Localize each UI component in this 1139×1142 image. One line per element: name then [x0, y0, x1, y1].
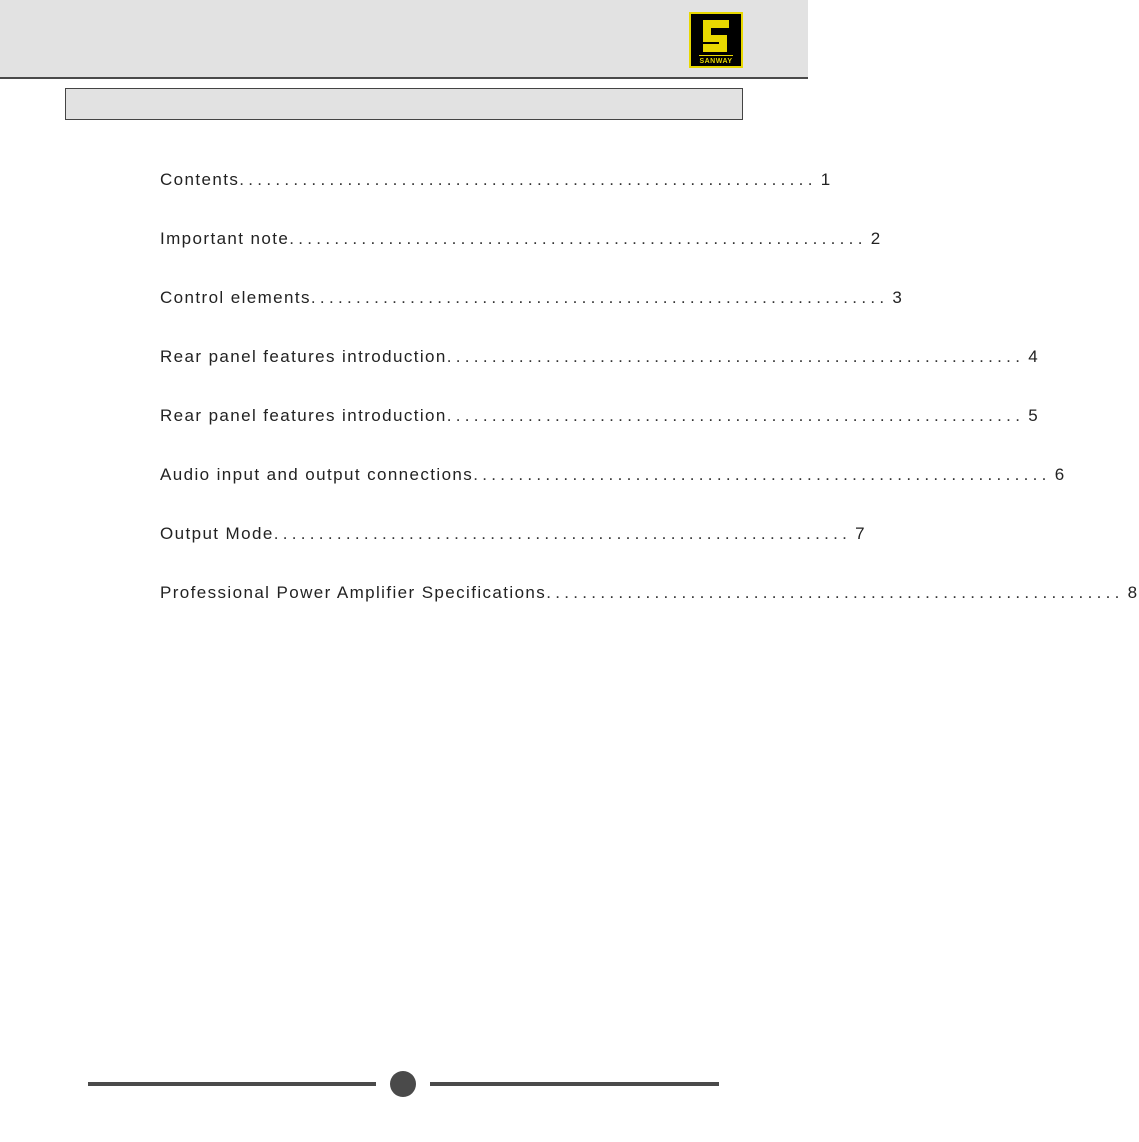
- footer-rule-right: [430, 1082, 719, 1086]
- header-band: [0, 0, 808, 79]
- toc-entry-title: Rear panel features introduction: [160, 347, 447, 366]
- toc-dot-leader: ................................................................: [239, 170, 817, 189]
- toc-entry-rear-panel-1[interactable]: [160, 347, 1040, 375]
- toc-entry-contents[interactable]: [160, 170, 832, 198]
- toc-entry-important-note[interactable]: [160, 229, 882, 257]
- toc-entry-title: Contents: [160, 170, 240, 189]
- title-box: [65, 88, 743, 120]
- toc-dot-leader: ................................................................: [446, 347, 1025, 366]
- toc-entry-page: 5: [1028, 406, 1040, 425]
- toc-entry-output-mode[interactable]: [160, 524, 867, 552]
- toc-entry-specifications[interactable]: [160, 583, 1139, 611]
- toc-entry-title: Professional Power Amplifier Specifications: [160, 583, 547, 602]
- footer-rule-left: [88, 1082, 376, 1086]
- toc-dot-leader: ................................................................: [273, 524, 852, 543]
- toc-dot-leader: ................................................................: [546, 583, 1124, 602]
- toc-entry-page: 1: [820, 170, 832, 189]
- footer-page-dot: [390, 1071, 416, 1097]
- toc-entry-audio-connections[interactable]: [160, 465, 1066, 493]
- toc-entry-title: Important note: [160, 229, 290, 248]
- toc-entry-page: 2: [870, 229, 882, 248]
- toc-entry-title: Rear panel features introduction: [160, 406, 447, 425]
- toc-dot-leader: ................................................................: [289, 229, 867, 248]
- toc-entry-title: Control elements: [160, 288, 311, 307]
- toc-entry-page: 6: [1054, 465, 1066, 484]
- toc-entry-page: 7: [855, 524, 867, 543]
- toc-dot-leader: ................................................................: [310, 288, 889, 307]
- toc-dot-leader: ................................................................: [473, 465, 1051, 484]
- toc-dot-leader: ................................................................: [446, 406, 1025, 425]
- toc-entry-page: 4: [1028, 347, 1040, 366]
- toc-entry-title: Output Mode: [160, 524, 274, 543]
- toc-entry-control-elements[interactable]: [160, 288, 904, 316]
- toc-entry-title: Audio input and output connections: [160, 465, 474, 484]
- toc-entry-page: 3: [892, 288, 904, 307]
- logo-text: SANWAY: [699, 58, 733, 65]
- toc-entry-page: 8: [1127, 583, 1139, 602]
- sanway-logo-icon: [689, 12, 743, 68]
- toc-entry-rear-panel-2[interactable]: [160, 406, 1040, 434]
